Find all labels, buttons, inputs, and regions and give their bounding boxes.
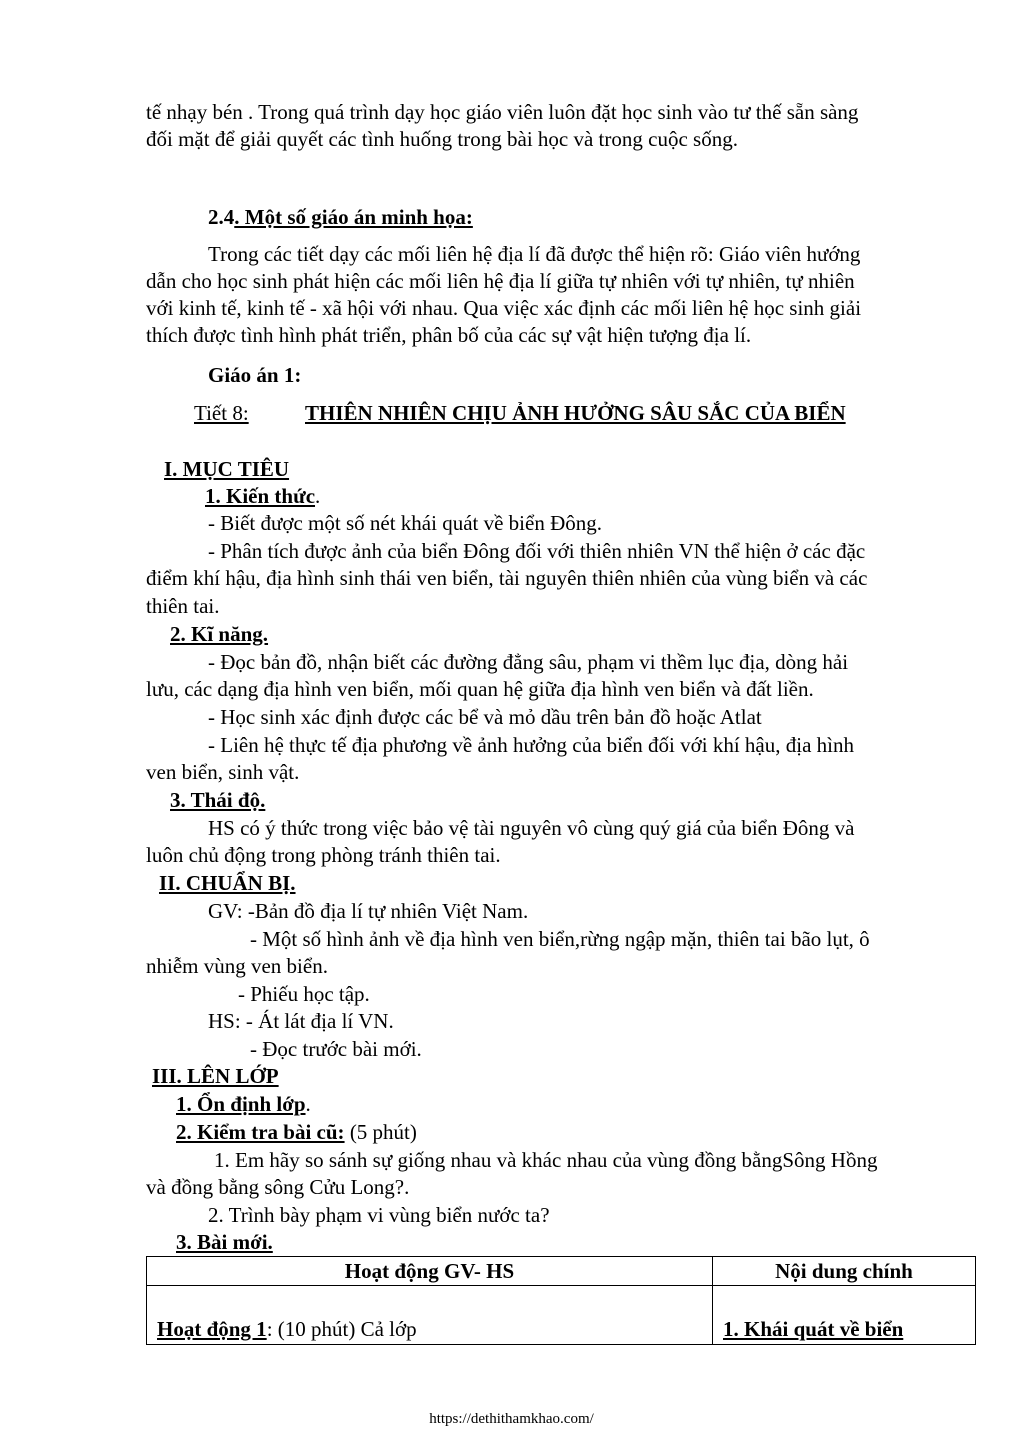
class-step-1: 1. Ổn định lớp [176, 1092, 306, 1116]
class-step-2: 2. Kiểm tra bài cũ: [176, 1120, 345, 1144]
table-cell-activity [147, 1286, 713, 1345]
class-step-1-line [176, 1091, 311, 1118]
skills-item-1a: - Đọc bản đồ, nhận biết các đường đẳng sâu, phạm vi thềm lục địa, dòng hải [208, 650, 849, 674]
prep-gv-1: GV: -Bản đồ địa lí tự nhiên Việt Nam. [208, 899, 529, 923]
skills-item-1b: lưu, các dạng địa hình ven biển, mối quan hệ giữa địa hình ven biển và đất liền. [146, 677, 814, 701]
table-header-activity: Hoạt động GV- HS [147, 1257, 713, 1286]
prep-hs-2: - Đọc trước bài mới. [250, 1037, 422, 1061]
class-step-1-dot: . [305, 1092, 311, 1116]
table-row [147, 1286, 976, 1345]
activity-table [146, 1256, 976, 1345]
prep-gv-2a: - Một số hình ảnh về địa hình ven biển,rừng ngập mặn, thiên tai bão lụt, ô [250, 927, 870, 951]
intro-line-2: đối mặt để giải quyết các tình huống trong bài học và trong cuộc sống. [146, 127, 738, 151]
knowledge-item-2c: thiên tai. [146, 594, 220, 618]
knowledge-heading-dot: . [315, 484, 321, 508]
prep-gv-2b: nhiễm vùng ven biển. [146, 954, 328, 978]
knowledge-heading: 1. Kiến thức [205, 484, 316, 508]
footer-url: https://dethithamkhao.com/ [429, 1411, 594, 1427]
lesson-title: THIÊN NHIÊN CHỊU ẢNH HƯỞNG SÂU SẮC CỦA BIỂN [305, 401, 846, 425]
activity-1-detail: : (10 phút) Cả lớp [266, 1317, 417, 1341]
attitude-item-a: HS có ý thức trong việc bảo vệ tài nguyên vô cùng quý giá của biển Đông và [208, 816, 855, 840]
lesson-label: Giáo án 1: [208, 363, 302, 387]
table-header-content: Nội dung chính [713, 1257, 976, 1286]
table-cell-content: 1. Khái quát về biển [713, 1286, 976, 1345]
knowledge-heading-line [205, 483, 320, 510]
section-para-line-1: Trong các tiết dạy các mối liên hệ địa lí đã được thể hiện rõ: Giáo viên hướng [208, 242, 861, 266]
class-step-2-line [176, 1119, 417, 1146]
section-number: 2.4 [208, 205, 235, 229]
skills-heading: 2. Kĩ năng. [170, 622, 269, 646]
knowledge-item-1: - Biết được một số nét khái quát về biển Đông. [208, 511, 602, 535]
skills-item-3b: ven biển, sinh vật. [146, 760, 300, 784]
prep-gv-3: - Phiếu học tập. [238, 982, 370, 1006]
question-1a: 1. Em hãy so sánh sự giống nhau và khác nhau của vùng đồng bằngSông Hồng [214, 1148, 878, 1172]
knowledge-item-2b: điểm khí hậu, địa hình sinh thái ven biển, tài nguyên thiên nhiên của vùng biển và các [146, 566, 868, 590]
class-step-2-time: (5 phút) [344, 1120, 417, 1144]
prep-hs-1: HS: - Át lát địa lí VN. [208, 1009, 394, 1033]
skills-item-3a: - Liên hệ thực tế địa phương về ảnh hưởng của biển đối với khí hậu, địa hình [208, 733, 854, 757]
activity-1-label: Hoạt động 1 [157, 1317, 267, 1341]
section-title: . Một số giáo án minh họa: [234, 205, 473, 229]
lesson-period: Tiết 8: [194, 401, 249, 425]
section-para-line-2: dẫn cho học sinh phát hiện các mối liên hệ địa lí giữa tự nhiên với tự nhiên, tự nhiên [146, 269, 855, 293]
prep-heading: II. CHUẨN BỊ. [159, 871, 296, 895]
attitude-heading: 3. Thái độ. [170, 788, 266, 812]
goals-heading: I. MỤC TIÊU [164, 457, 290, 481]
skills-item-2: - Học sinh xác định được các bể và mỏ dầu trên bản đồ hoặc Atlat [208, 705, 762, 729]
section-para-line-4: thích được tình hình phát triển, phân bố của các sự vật hiện tượng địa lí. [146, 323, 752, 347]
question-2: 2. Trình bày phạm vi vùng biển nước ta? [208, 1203, 550, 1227]
attitude-item-b: luôn chủ động trong phòng tránh thiên tai. [146, 843, 501, 867]
class-step-3: 3. Bài mới. [176, 1230, 273, 1254]
class-heading: III. LÊN LỚP [152, 1064, 279, 1088]
section-para-line-3: với kinh tế, kinh tế - xã hội với nhau. Qua việc xác định các mối liên hệ học sinh giải [146, 296, 862, 320]
section-heading [208, 204, 473, 231]
table-header-row [147, 1257, 976, 1286]
knowledge-item-2a: - Phân tích được ảnh của biển Đông đối với thiên nhiên VN thể hiện ở các đặc [208, 539, 866, 563]
intro-line-1: tế nhạy bén . Trong quá trình dạy học giáo viên luôn đặt học sinh vào tư thế sẵn sàng [146, 100, 859, 124]
question-1b: và đồng bằng sông Cửu Long?. [146, 1175, 410, 1199]
